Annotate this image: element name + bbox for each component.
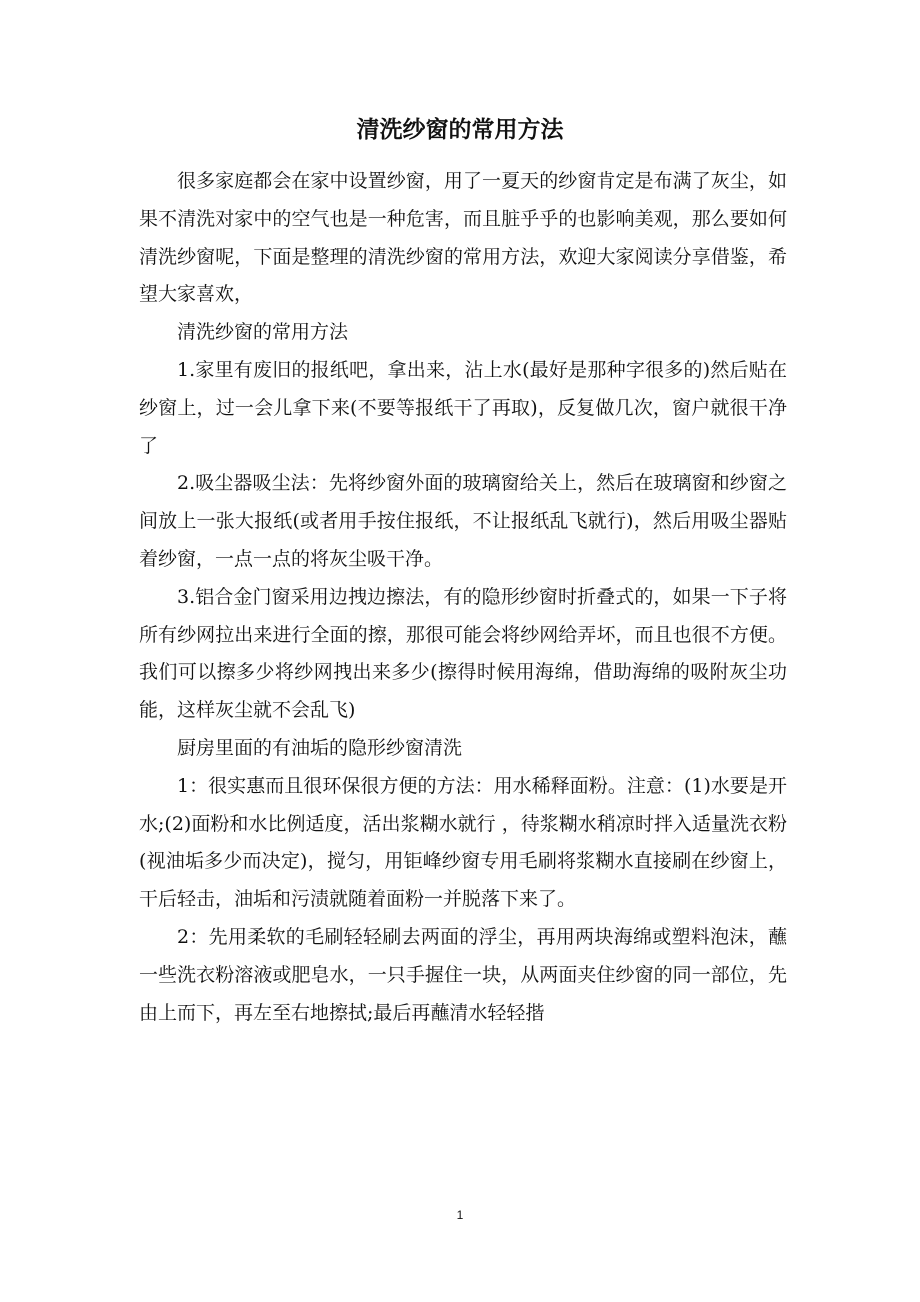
page-number: 1 <box>456 1208 464 1222</box>
kitchen-method-1-paragraph: 1：很实惠而且很环保很方便的方法：用水稀释面粉。注意：(1)水要是开水;(2)面粉和水比例适度，活出浆糊水就行 ，待浆糊水稍凉时拌入适量洗衣粉(视油垢多少而决定)，搅匀，用钜峰纱窗专用毛刷将浆糊水直接刷在纱窗上，干后轻击，油垢和污渍就随着面粉一并脱落下来了。 <box>139 774 787 911</box>
intro-paragraph: 很多家庭都会在家中设置纱窗，用了一夏天的纱窗肯定是布满了灰尘，如果不清洗对家中的空气也是一种危害，而且脏乎乎的也影响美观，那么要如何清洗纱窗呢，下面是整理的清洗纱窗的常用方法，欢迎大家阅读分享借鉴，希望大家喜欢， <box>139 170 787 306</box>
page-title: 清洗纱窗的常用方法 <box>356 116 564 143</box>
document-body <box>139 163 787 1032</box>
method-3-paragraph: 3.铝合金门窗采用边拽边擦法，有的隐形纱窗时折叠式的，如果一下子将所有纱网拉出来进行全面的擦，那很可能会将纱网给弄坏，而且也很不方便。我们可以擦多少将纱网拽出来多少(擦得时候用海绵，借助海绵的吸附灰尘功能，这样灰尘就不会乱飞) <box>139 585 787 722</box>
method-1-paragraph: 1.家里有废旧的报纸吧，拿出来，沾上水(最好是那种字很多的)然后贴在纱窗上，过一会儿拿下来(不要等报纸干了再取)，反复做几次，窗户就很干净了 <box>139 358 787 457</box>
method-2-paragraph: 2.吸尘器吸尘法：先将纱窗外面的玻璃窗给关上，然后在玻璃窗和纱窗之间放上一张大报纸(或者用手按住报纸，不让报纸乱飞就行)，然后用吸尘器贴着纱窗，一点一点的将灰尘吸干净。 <box>139 472 787 570</box>
kitchen-method-2-paragraph: 2：先用柔软的毛刷轻轻刷去两面的浮尘，再用两块海绵或塑料泡沫，蘸一些洗衣粉溶液或肥皂水，一只手握住一块，从两面夹住纱窗的同一部位，先由上而下，再左至右地擦拭;最后再蘸清水轻轻揩 <box>139 925 787 1024</box>
section-heading-kitchen: 厨房里面的有油垢的隐形纱窗清洗 <box>177 736 463 759</box>
section-heading-common-methods: 清洗纱窗的常用方法 <box>177 321 349 344</box>
